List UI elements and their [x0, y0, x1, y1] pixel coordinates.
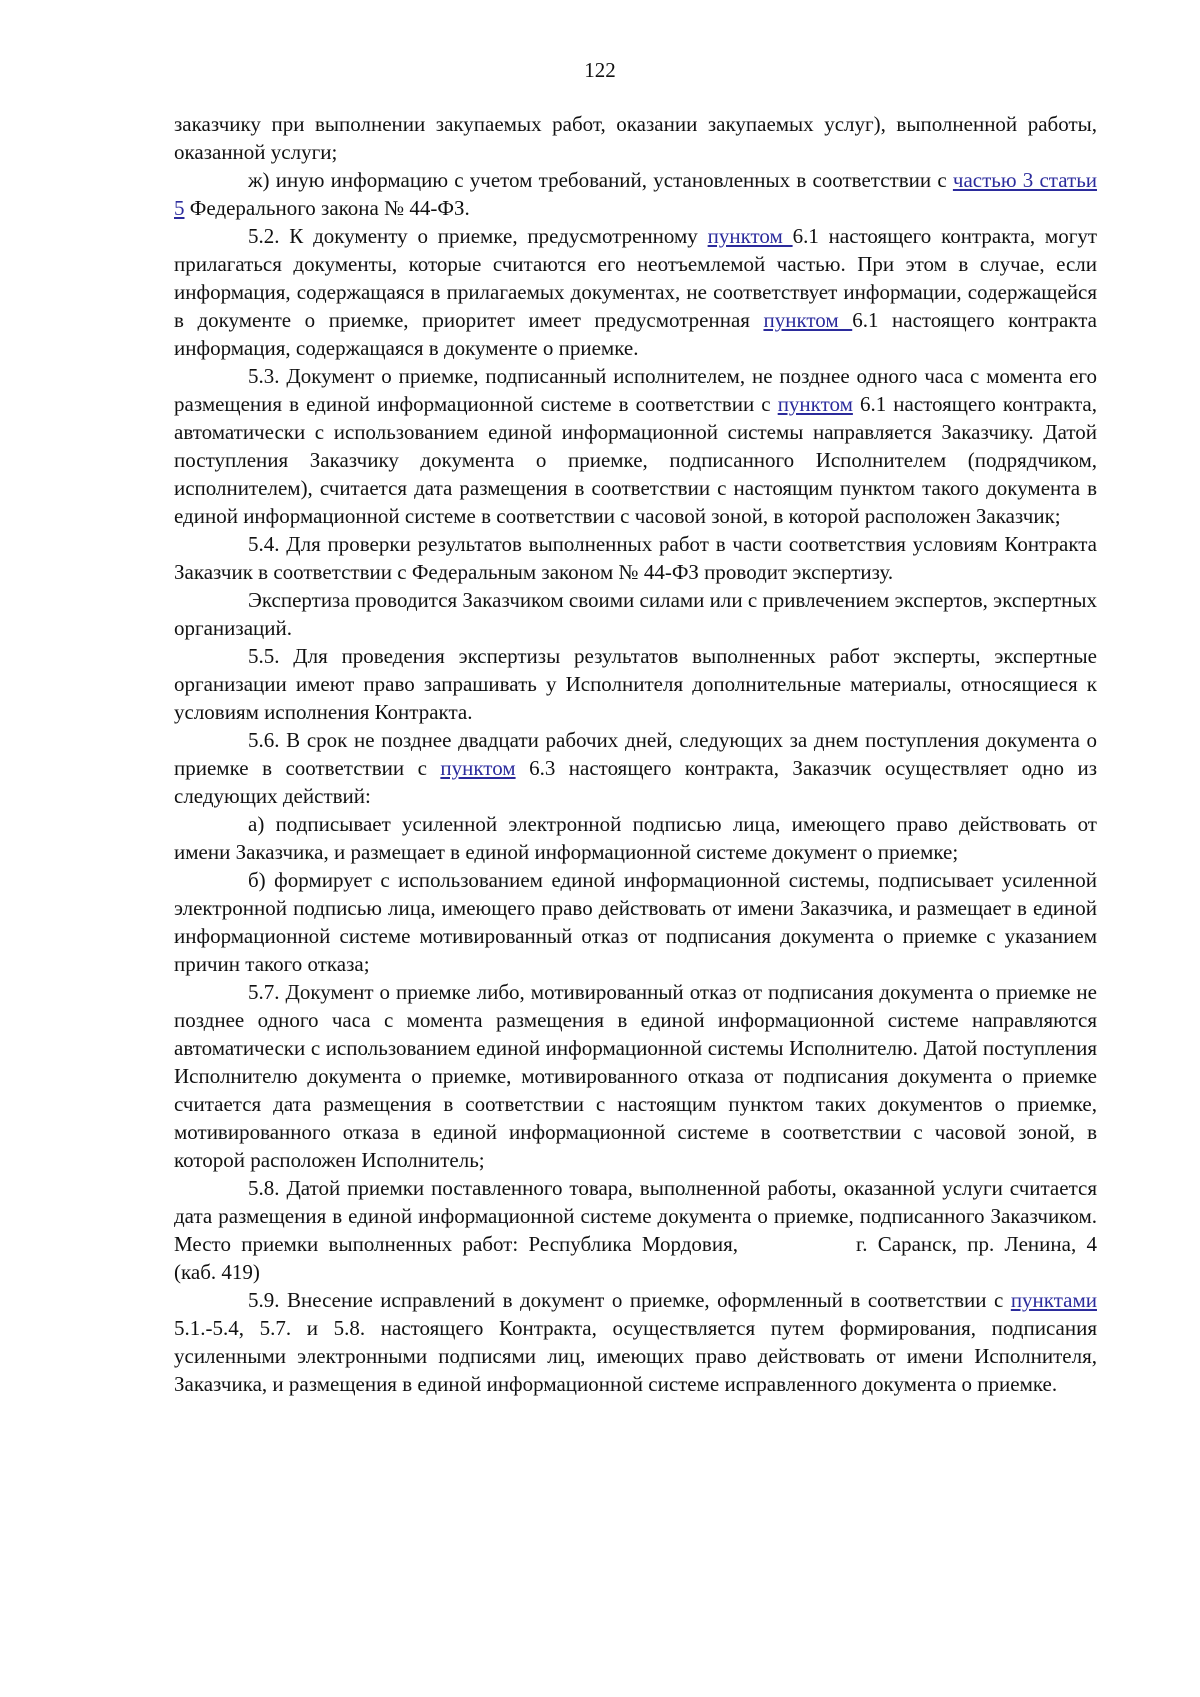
paragraph-text: 6.3 настоящего контракта, Заказчик осуществляет одно из следующих действий: — [174, 756, 1097, 808]
paragraph-text: б) формирует с использованием единой информационной системы, подписывает усиленной электронной подписью лица, имеющего право действовать от имени Заказчика, и размещает в единой информационной системе мотивированный отказ от подписания документа о приемке с указанием причин такого отказа; — [174, 868, 1097, 976]
paragraph-text: а) подписывает усиленной электронной подписью лица, имеющего право действовать от имени Заказчика, и размещает в единой информационной системе документ о приемке; — [174, 812, 1097, 864]
paragraph-5-7 — [174, 978, 1097, 1174]
paragraph-text: Экспертиза проводится Заказчиком своими силами или с привлечением экспертов, экспертных организаций. — [174, 588, 1097, 640]
page-number: 122 — [584, 58, 616, 82]
paragraph-5-4 — [174, 530, 1097, 586]
paragraph-text: 6.1 настоящего контракта, могут прилагаться документы, которые считаются его неотъемлемой частью. При этом в случае, если информация, содержащаяся в прилагаемых документах, не соответствует информации, содержащейся в документе о приемке, приоритет имеет предусмотренная — [174, 224, 1098, 332]
paragraph-5-8 — [174, 1174, 1097, 1286]
paragraph-text: 5.2. К документу о приемке, предусмотренному — [248, 224, 708, 248]
paragraph-text: 5.6. В срок не позднее двадцати рабочих дней, следующих за днем поступления документа о приемке в соответствии с — [174, 728, 1097, 780]
paragraph-text: 5.7. Документ о приемке либо, мотивированный отказ от подписания документа о приемке не позднее одного часа с момента размещения в единой информационной системе направляются автоматически с использованием единой информационной системы Исполнителю. Датой поступления Исполнителю документа о приемке, мотивированного отказа от подписания документа о приемке считается дата размещения в соответствии с настоящим пунктом таких документов о приемке, мотивированного отказа в единой информационной системе в соответствии с часовой зоной, в которой расположен Исполнитель; — [174, 980, 1097, 1172]
paragraph-text: 5.9. Внесение исправлений в документ о приемке, оформленный в соответствии с — [248, 1288, 1011, 1312]
paragraph-text: 5.5. Для проведения экспертизы результатов выполненных работ эксперты, экспертные организации имеют право запрашивать у Исполнителя дополнительные материалы, относящиеся к условиям исполнения Контракта. — [174, 644, 1097, 724]
paragraph-item-b — [174, 866, 1097, 978]
paragraph-item-zh — [174, 166, 1097, 222]
paragraph-5-3 — [174, 362, 1097, 530]
paragraph-5-9 — [174, 1286, 1097, 1398]
contract-text — [174, 110, 1097, 1398]
paragraph-text: 5.4. Для проверки результатов выполненных работ в части соответствия условиям Контракта Заказчик в соответствии с Федеральным законом № 44-ФЗ проводит экспертизу. — [174, 532, 1097, 584]
paragraph-5-2 — [174, 222, 1097, 362]
paragraph-text: 5.3. Документ о приемке, подписанный исполнителем, не позднее одного часа с момента его размещения в единой информационной системе в соответствии с — [174, 364, 1097, 416]
link-point-6-1[interactable]: пунктом — [707, 224, 793, 248]
paragraph-text: Федерального закона № 44-ФЗ. — [184, 196, 470, 220]
link-points[interactable]: пунктами — [1010, 1288, 1097, 1312]
paragraph-text: г. Саранск, пр. Ленина, 4 (каб. 419) — [174, 1232, 1097, 1284]
paragraph-text: 5.8. Датой приемки поставленного товара, выполненной работы, оказанной услуги считается дата размещения в единой информационной системе документа о приемке, подписанного Заказчиком. Место приемки выполненных работ: Республика Мордовия, — [174, 1176, 1097, 1256]
paragraph-text: 6.1 настоящего контракта информация, содержащаяся в документе о приемке. — [174, 308, 1097, 360]
paragraph-5-5 — [174, 642, 1097, 726]
paragraph-expertise — [174, 586, 1097, 642]
link-part-3-article-5[interactable]: частью 3 статьи 5 — [174, 168, 1098, 220]
paragraph-text: ж) иную информацию с учетом требований, установленных в соответствии с — [248, 168, 953, 192]
link-point-6-3[interactable]: пунктом — [440, 756, 516, 780]
paragraph-item-a — [174, 810, 1097, 866]
link-point-6-1-second[interactable]: пунктом — [763, 308, 853, 332]
paragraph-text: 5.1.-5.4, 5.7. и 5.8. настоящего Контракта, осуществляется путем формирования, подписания усиленными электронными подписями лиц, имеющих право действовать от имени Исполнителя, Заказчика, и размещения в единой информационной системе исправленного документа о приемке. — [174, 1316, 1097, 1396]
paragraph-5-6 — [174, 726, 1097, 810]
link-point[interactable]: пунктом — [777, 392, 853, 416]
paragraph-text: 6.1 настоящего контракта, автоматически с использованием единой информационной системы направляется Заказчику. Датой поступления Заказчику документа о приемке, подписанного Исполнителем (подрядчиком, исполнителем), считается дата размещения в соответствии с настоящим пунктом такого документа в единой информационной системе в соответствии с часовой зоной, в которой расположен Заказчик; — [174, 392, 1097, 528]
paragraph-continuation — [174, 110, 1097, 166]
paragraph-text: заказчику при выполнении закупаемых работ, оказании закупаемых услуг), выполненной работы, оказанной услуги; — [174, 112, 1097, 164]
